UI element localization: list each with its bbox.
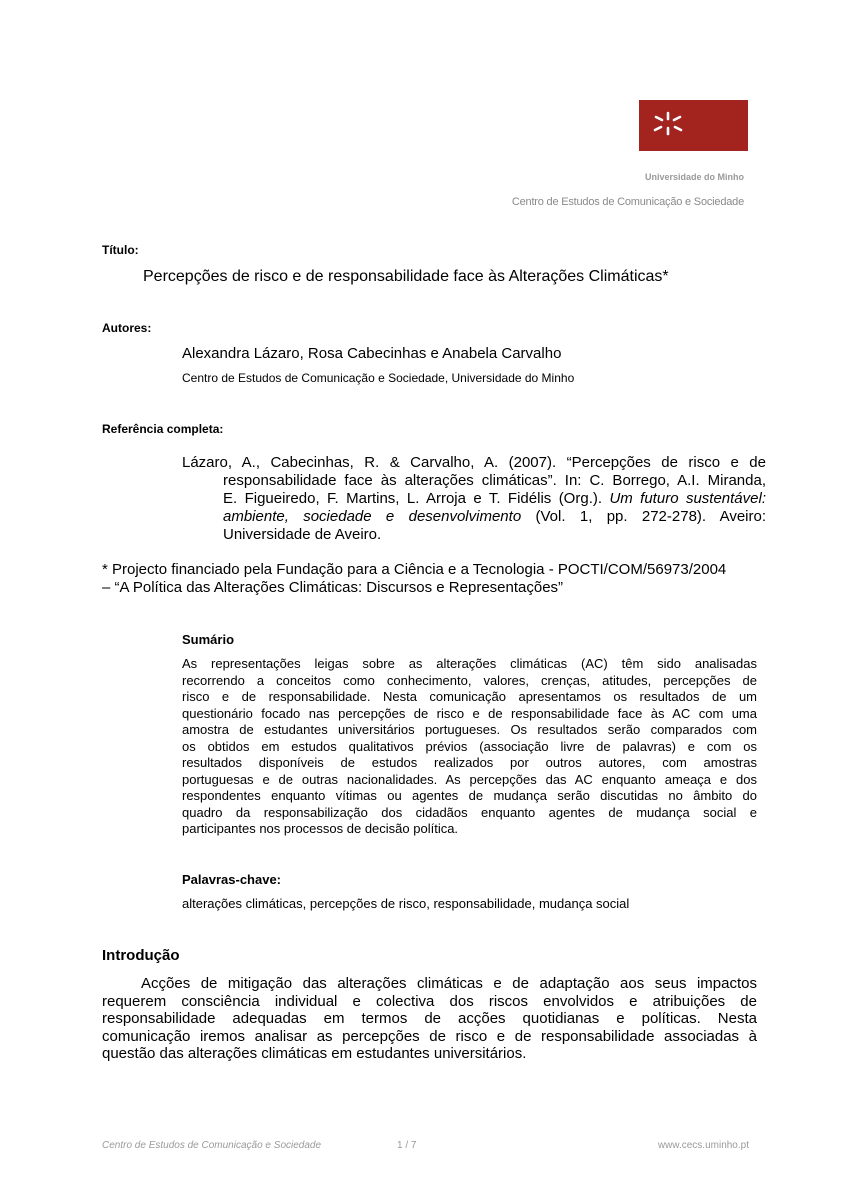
introduction-heading: Introdução (102, 947, 180, 964)
reference-line: responsabilidade face às alterações climáticas”. In: C. Borrego, A.I. Miranda, (223, 472, 766, 489)
summary-line: portuguesas e de outras nacionalidades. As percepções das AC enquanto ameaça e dos (182, 771, 757, 787)
footer-url[interactable]: www.cecs.uminho.pt (657, 1140, 749, 1151)
summary-line: participantes nos processos de decisão política. (182, 821, 459, 836)
intro-line: questão das alterações climáticas em estudantes universitários. (102, 1045, 527, 1063)
intro-line: Acções de mitigação das alterações climáticas e de adaptação aos seus impactos (141, 975, 757, 992)
authors: Alexandra Lázaro, Rosa Cabecinhas e Anabela Carvalho (182, 345, 562, 362)
reference-line: E. Figueiredo, F. Martins, L. Arroja e T. Fidélis (Org.). Um futuro sustentável: (223, 490, 766, 507)
reference-line: ambiente, sociedade e desenvolvimento (Vol. 1, pp. 272-278). Aveiro: (223, 508, 767, 525)
reference-line: Lázaro, A., Cabecinhas, R. & Carvalho, A. (2007). “Percepções de risco e de (182, 454, 766, 471)
summary-line: resultados disponíveis de estudos realizados por outros autores, com amostras (182, 755, 757, 770)
summary-line: recorrendo a conceitos como conhecimento, valores, crenças, atitudes, percepções de (182, 672, 757, 688)
paper-title: Percepções de risco e de responsabilidade face às Alterações Climáticas* (143, 268, 669, 285)
summary-line: risco e de responsabilidade. Nesta comunicação apresentamos os resultados de um (182, 689, 757, 704)
authors-label: Autores: (102, 321, 152, 335)
project-note-line: – “A Política das Alterações Climáticas: Discursos e Representações” (102, 579, 564, 596)
summary-heading: Sumário (182, 632, 235, 647)
summary-line: os obtidos em estudos qualitativos prévios (associação livre de palavras) e com os (182, 738, 757, 754)
centre-name: Centro de Estudos de Comunicação e Sociedade (511, 196, 744, 208)
intro-line: responsabilidade adequadas em termos de acções quotidianas e políticas. Nesta (102, 1010, 757, 1028)
logo-star-icon (639, 100, 748, 151)
full-reference (182, 454, 766, 544)
footer-centre: Centro de Estudos de Comunicação e Sociedade (102, 1140, 322, 1151)
keywords-heading: Palavras-chave: (182, 872, 282, 887)
summary-line: quadro da responsabilização dos cidadãos enquanto agentes de mudança social e (182, 804, 757, 820)
reference-label: Referência completa: (102, 422, 224, 436)
introduction-body (102, 975, 757, 1063)
summary-line: questionário focado nas percepções de risco e de responsabilidade face às AC com uma (182, 705, 757, 721)
summary-body (182, 656, 757, 838)
reference-line: Universidade de Aveiro. (223, 526, 382, 543)
summary-line: As representações leigas sobre as alterações climáticas (AC) têm sido analisadas (182, 656, 757, 671)
summary-line: respondentes enquanto vítimas ou agentes de mudança serão discutidas no âmbito do (182, 788, 757, 803)
summary-line: amostra de estudantes universitários portugueses. Os resultados serão comparados com (182, 722, 757, 737)
intro-line: comunicação iremos analisar as percepções de risco e de responsabilidade associadas à (102, 1027, 757, 1045)
keywords: alterações climáticas, percepções de risco, responsabilidade, mudança social (182, 896, 630, 911)
title-label: Título: (102, 243, 139, 257)
page-number: 1 / 7 (397, 1140, 417, 1151)
university-name: Universidade do Minho (644, 172, 744, 182)
project-note-line: * Projecto financiado pela Fundação para a Ciência e a Tecnologia - POCTI/COM/56973/2004 (102, 561, 727, 578)
project-note (102, 561, 782, 597)
intro-line: requerem consciência individual e colectiva dos riscos envolvidos e atribuições de (102, 992, 757, 1010)
affiliation: Centro de Estudos de Comunicação e Sociedade, Universidade do Minho (182, 371, 575, 385)
university-logo (639, 100, 748, 151)
